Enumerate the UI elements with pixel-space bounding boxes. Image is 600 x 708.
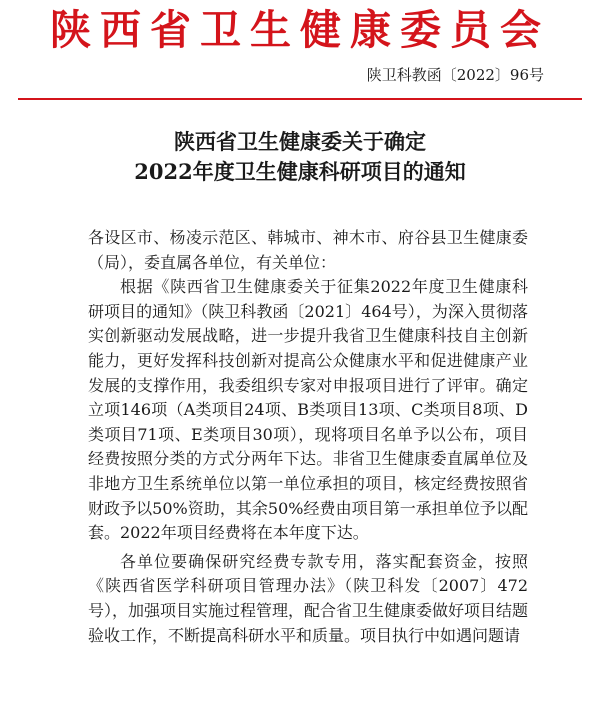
notice-title-line-1: 陕西省卫生健康委关于确定 [174,129,426,154]
notice-title [0,127,600,187]
salutation: 各设区市、杨凌示范区、韩城市、神木市、府谷县卫生健康委（局），委直属各单位，有关单位： [88,228,528,272]
agency-masthead: 陕西省卫生健康委员会 [50,6,550,54]
document-number: 陕卫科教函〔2022〕96号 [366,66,544,84]
body-paragraph-2: 各单位要确保研究经费专款专用，落实配套资金，按照《陕西省医学科研项目管理办法》（陕卫科发〔2007〕472号），加强项目实施过程管理，配合省卫生健康委做好项目结题验收工作，不断提高科研水平和质量。项目执行中如遇问题请 [88,551,529,645]
red-divider-line [18,98,582,100]
notice-body [88,226,528,648]
notice-title-line-2: 2022年度卫生健康科研项目的通知 [134,159,466,184]
body-paragraph-1: 根据《陕西省卫生健康委关于征集2022年度卫生健康科研项目的通知》（陕卫科教函〔2021〕464号），为深入贯彻落实创新驱动发展战略，进一步提升我省卫生健康科技自主创新能力，更好发挥科技创新对提高公众健康水平和促进健康产业发展的支撑作用，我委组织专家对申报项目进行了评审。确定立项146项（A类项目24项、B类项目13项、C类项目8项、D类项目71项、E类项目30项），现将项目名单予以公布，项目经费按照分类的方式分两年下达。非省卫生健康委直属单位及非地方卫生系统单位以第一单位承担的项目，核定经费按照省财政予以50%资助，其余50%经费由项目第一承担单位予以配套。2022年项目经费将在本年度下达。 [88,277,528,543]
